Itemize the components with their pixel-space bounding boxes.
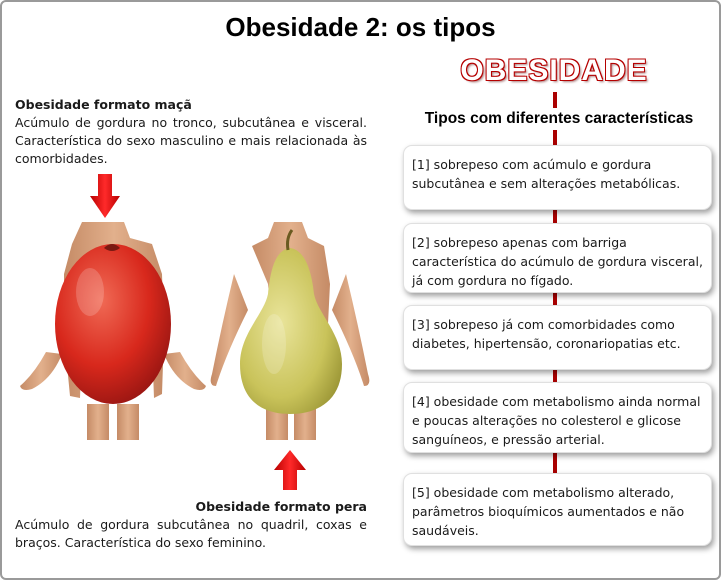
type-card-3 [403, 305, 712, 370]
type-card-text: [4] obesidade com metabolismo ainda normal e poucas alterações no colesterol e glicose sanguíneos, e pressão arterial. [412, 394, 701, 447]
type-card-2 [403, 223, 712, 293]
type-card-5 [403, 473, 712, 546]
pear-shape-heading: Obesidade formato pera [195, 499, 367, 514]
apple-shape-text [15, 96, 367, 168]
pear-shaped-body [211, 222, 370, 440]
type-card-1 [403, 145, 712, 210]
pear-shape-text [15, 498, 367, 552]
type-card-4 [403, 382, 712, 453]
apple-shape-description: Acúmulo de gordura no tronco, subcutânea e visceral. Característica do sexo masculino e mais relacionada às comorbidades. [15, 115, 367, 166]
type-card-text: [5] obesidade com metabolismo alterado, parâmetros bioquímicos aumentados e não saudáveis. [412, 485, 685, 538]
brand-title: OBESIDADE [460, 54, 648, 87]
pear-shape-description: Acúmulo de gordura subcutânea no quadril, coxas e braços. Característica do sexo feminino. [15, 517, 367, 550]
types-subtitle: Tipos com diferentes características [406, 108, 712, 130]
type-card-text: [1] sobrepeso com acúmulo e gordura subcutânea e sem alterações metabólicas. [412, 157, 681, 191]
body-shapes-illustration [12, 214, 374, 440]
red-arrow-up-icon [274, 450, 306, 494]
type-card-text: [3] sobrepeso já com comorbidades como diabetes, hipertensão, coronariopatias etc. [412, 317, 681, 351]
type-card-text: [2] sobrepeso apenas com barriga característica do acúmulo de gordura visceral, já com gordura no fígado. [412, 235, 703, 288]
apple-shaped-body [20, 222, 206, 440]
apple-shape-heading: Obesidade formato maçã [15, 97, 192, 112]
slide-title: Obesidade 2: os tipos [225, 12, 496, 42]
